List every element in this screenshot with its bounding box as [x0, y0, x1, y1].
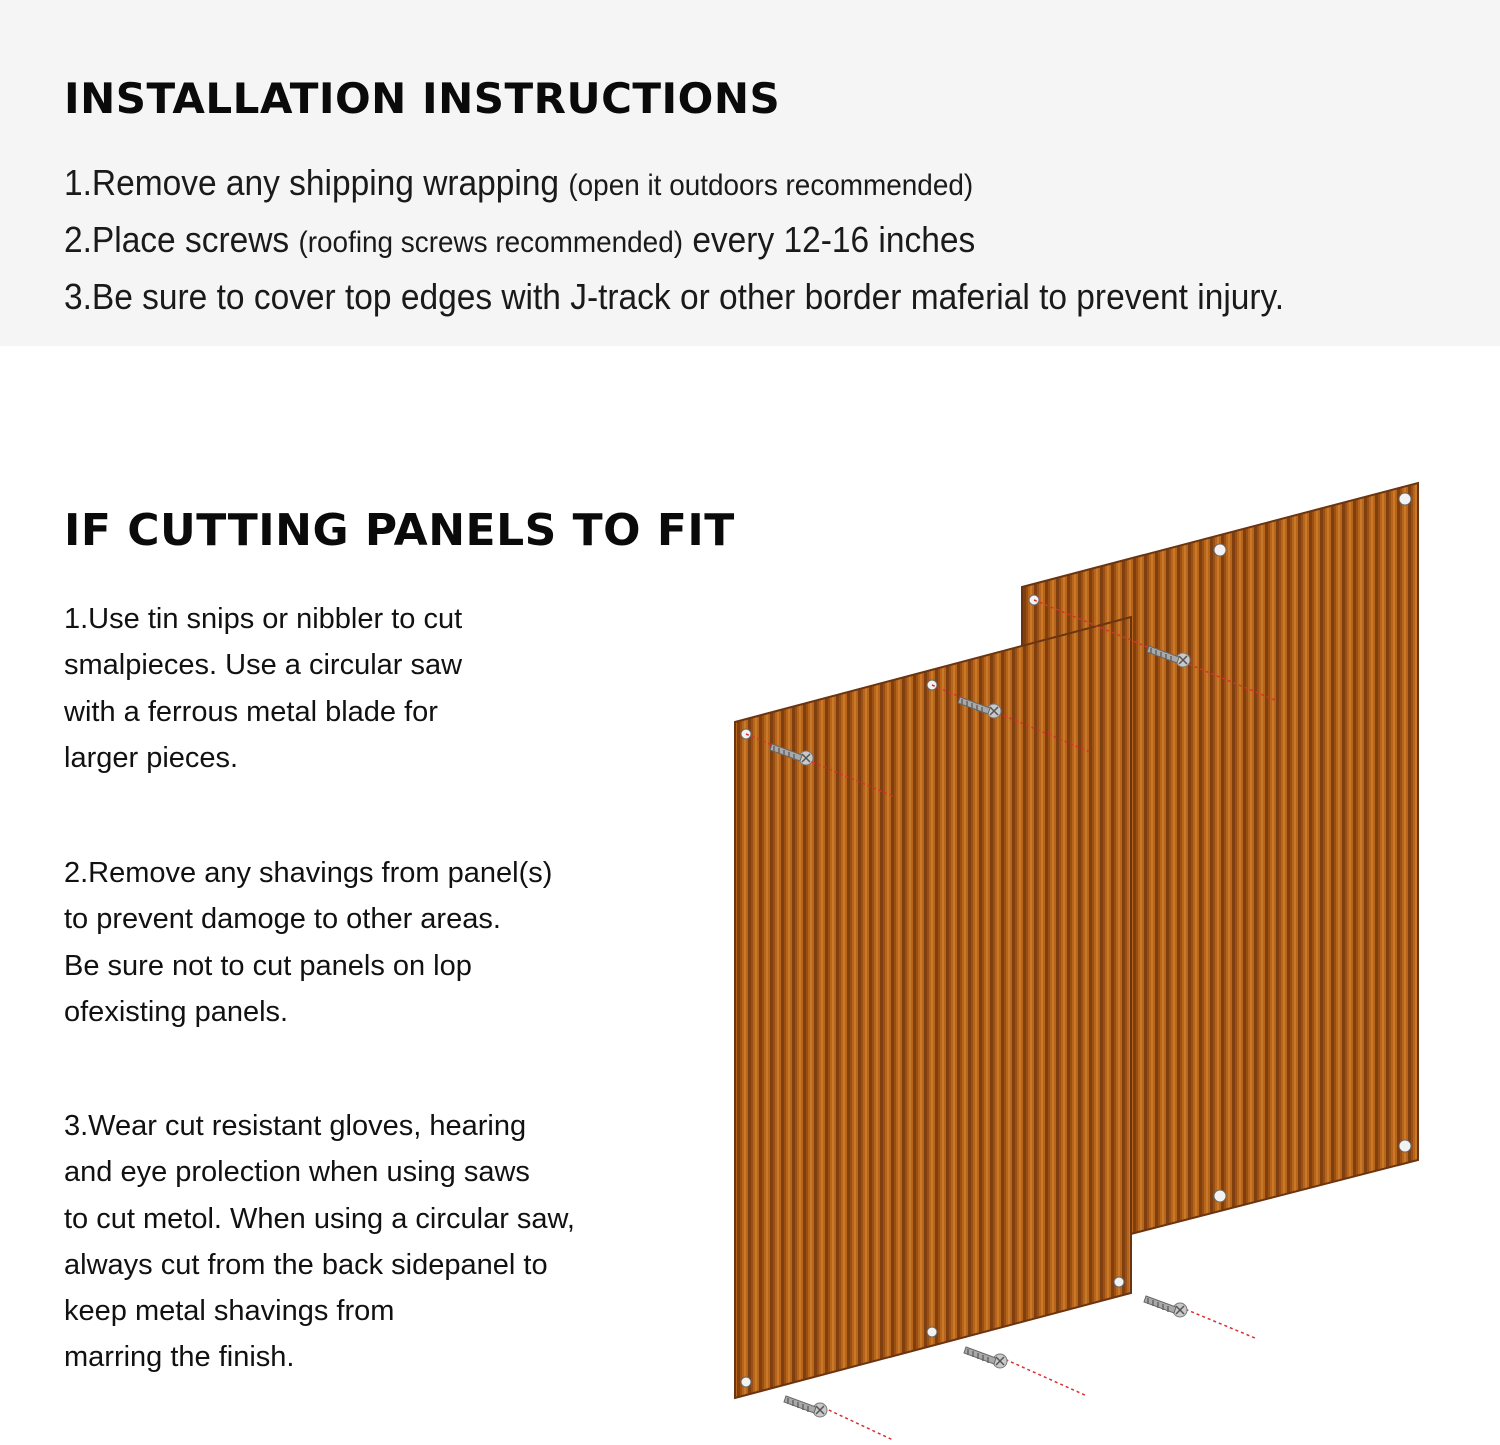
step-line: 2.Remove any shavings from panel(s) [64, 857, 553, 889]
screw-icon [1144, 1296, 1187, 1317]
step-line: and eye prolection when using saws [64, 1156, 530, 1189]
step-note: (open it outdoors recommended) [568, 169, 974, 202]
panels-illustration [700, 470, 1460, 1445]
step-line: with a ferrous metal blade for [64, 695, 438, 728]
installation-step [64, 270, 1284, 324]
cutting-heading: IF CUTTING PANELS TO FIT [64, 505, 735, 556]
step-line: 3.Wear cut resistant gloves, hearing [64, 1110, 527, 1142]
step-note: (roofing screws recommended) [298, 226, 684, 259]
step-text: 2.Place screws [64, 219, 290, 260]
step-line: always cut from the back sidepanel to [64, 1248, 548, 1281]
step-text-after: every 12-16 inches [692, 219, 976, 260]
installation-steps [64, 156, 1376, 324]
step-line: smalpieces. Use a circular saw [64, 649, 463, 682]
step-line: to cut metol. When using a circular saw, [64, 1202, 575, 1235]
installation-heading: INSTALLATION INSTRUCTIONS [64, 74, 781, 123]
step-line: keep metal shavings from [64, 1295, 395, 1328]
step-line: marring the finish. [64, 1341, 295, 1374]
step-line: Be sure not to cut panels on lop [64, 949, 472, 982]
installation-step [64, 213, 1284, 270]
step-line: to prevent damoge to other areas. [64, 903, 501, 936]
front-panel [735, 617, 1131, 1398]
step-text: 1.Remove any shipping wrapping [64, 162, 560, 203]
step-line: larger pieces. [64, 741, 239, 774]
cutting-step [64, 596, 664, 781]
step-line: ofexisting panels. [64, 995, 289, 1028]
cutting-step [64, 1103, 664, 1381]
installation-step [64, 156, 1284, 213]
cutting-step [64, 850, 664, 1035]
screw-icon [964, 1347, 1007, 1368]
step-text: 3.Be sure to cover top edges with J-track or other border maferial to prevent injury. [64, 276, 1285, 317]
screw-icon [784, 1396, 827, 1417]
step-line: 1.Use tin snips or nibbler to cut [64, 603, 463, 635]
